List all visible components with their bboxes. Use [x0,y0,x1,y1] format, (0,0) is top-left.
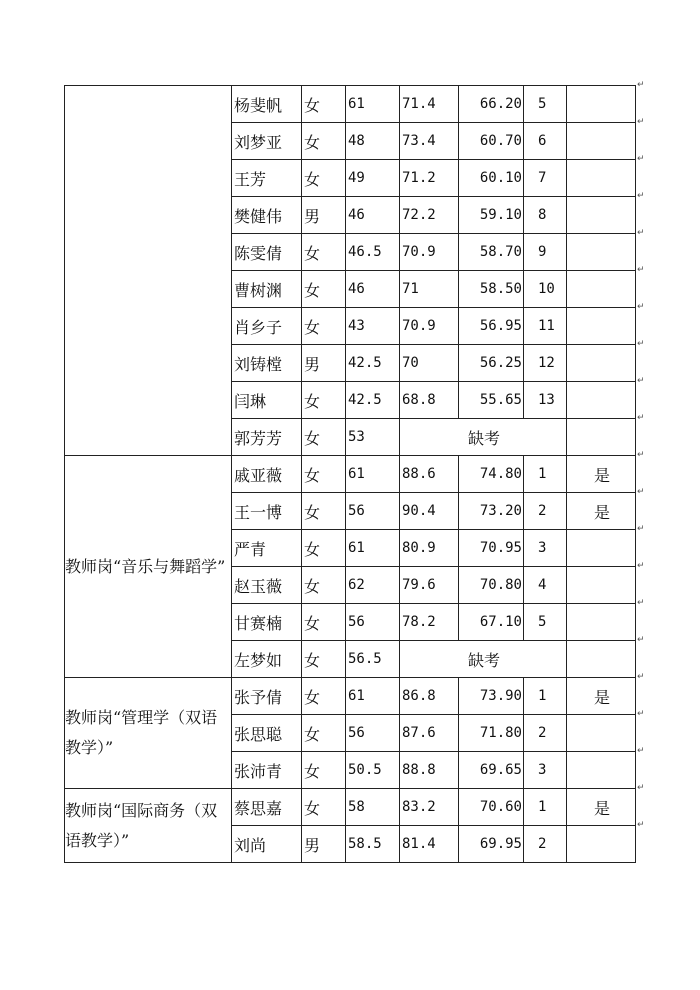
written-score-cell: 58.5 [346,826,400,863]
candidate-name-cell: 张思聪 [232,715,302,752]
interview-score-cell: 70.9 [400,308,459,345]
candidate-name-cell: 樊健伟 [232,197,302,234]
gender-cell: 女 [302,641,346,678]
written-score-cell: 61 [346,530,400,567]
interview-score-cell: 87.6 [400,715,459,752]
candidate-name-cell: 张沛青 [232,752,302,789]
total-score-cell: 66.20 [459,86,524,123]
hired-cell [567,641,636,678]
candidate-name-cell: 王芳 [232,160,302,197]
hired-cell [567,604,636,641]
rank-cell: 12 [524,345,567,382]
total-score-cell: 69.95 [459,826,524,863]
hired-cell: 是 [567,789,636,826]
candidate-name-cell: 闫琳 [232,382,302,419]
hired-cell: 是 [567,678,636,715]
interview-score-cell: 72.2 [400,197,459,234]
return-mark-icon: ↵ [637,264,645,275]
hired-cell [567,160,636,197]
interview-score-cell: 71.4 [400,86,459,123]
return-mark-icon: ↵ [637,338,645,349]
written-score-cell: 42.5 [346,345,400,382]
total-score-cell: 73.90 [459,678,524,715]
written-score-cell: 61 [346,86,400,123]
table-row [65,456,636,493]
hired-cell [567,123,636,160]
candidate-name-cell: 陈雯倩 [232,234,302,271]
interview-score-cell: 88.6 [400,456,459,493]
return-mark-icon: ↵ [637,560,645,571]
rank-cell: 4 [524,567,567,604]
total-score-cell: 58.50 [459,271,524,308]
return-mark-icon: ↵ [637,375,645,386]
return-mark-icon: ↵ [637,153,645,164]
return-mark-icon: ↵ [637,449,645,460]
hired-cell [567,234,636,271]
post-name-cell: 教师岗“管理学（双语教学）” [65,678,232,789]
written-score-cell: 56 [346,604,400,641]
written-score-cell: 43 [346,308,400,345]
rank-cell: 5 [524,86,567,123]
candidate-name-cell: 张予倩 [232,678,302,715]
gender-cell: 女 [302,234,346,271]
hired-cell [567,752,636,789]
gender-cell: 女 [302,789,346,826]
written-score-cell: 50.5 [346,752,400,789]
rank-cell: 1 [524,456,567,493]
rank-cell: 1 [524,678,567,715]
table-row [65,789,636,826]
return-mark-icon: ↵ [637,597,645,608]
return-mark-icon: ↵ [637,190,645,201]
gender-cell: 女 [302,567,346,604]
return-mark-icon: ↵ [637,523,645,534]
written-score-cell: 58 [346,789,400,826]
rank-cell: 6 [524,123,567,160]
post-name-cell: 教师岗“国际商务（双语教学）” [65,789,232,863]
return-mark-icon: ↵ [637,412,645,423]
hired-cell [567,197,636,234]
written-score-cell: 56 [346,493,400,530]
written-score-cell: 61 [346,456,400,493]
gender-cell: 男 [302,826,346,863]
gender-cell: 女 [302,456,346,493]
gender-cell: 女 [302,160,346,197]
candidate-name-cell: 戚亚薇 [232,456,302,493]
candidate-name-cell: 曹树渊 [232,271,302,308]
gender-cell: 女 [302,530,346,567]
written-score-cell: 42.5 [346,382,400,419]
total-score-cell: 59.10 [459,197,524,234]
rank-cell: 7 [524,160,567,197]
return-mark-icon: ↵ [637,227,645,238]
gender-cell: 女 [302,493,346,530]
candidate-name-cell: 刘铸樘 [232,345,302,382]
return-mark-icon: ↵ [637,301,645,312]
total-score-cell: 56.25 [459,345,524,382]
interview-score-cell: 81.4 [400,826,459,863]
gender-cell: 女 [302,604,346,641]
interview-score-cell: 86.8 [400,678,459,715]
total-score-cell: 60.10 [459,160,524,197]
written-score-cell: 61 [346,678,400,715]
written-score-cell: 46 [346,197,400,234]
hired-cell [567,271,636,308]
return-mark-icon: ↵ [637,671,645,682]
candidate-name-cell: 杨斐帆 [232,86,302,123]
interview-score-cell: 88.8 [400,752,459,789]
written-score-cell: 48 [346,123,400,160]
written-score-cell: 62 [346,567,400,604]
hired-cell [567,419,636,456]
gender-cell: 女 [302,308,346,345]
gender-cell: 女 [302,752,346,789]
hired-cell [567,715,636,752]
rank-cell: 11 [524,308,567,345]
hired-cell [567,308,636,345]
rank-cell: 13 [524,382,567,419]
interview-score-cell: 71 [400,271,459,308]
return-mark-icon: ↵ [637,745,645,756]
candidate-name-cell: 左梦如 [232,641,302,678]
post-name-cell [65,86,232,456]
candidate-name-cell: 肖乡子 [232,308,302,345]
interview-score-cell: 68.8 [400,382,459,419]
hired-cell [567,826,636,863]
rank-cell: 2 [524,826,567,863]
gender-cell: 女 [302,419,346,456]
gender-cell: 女 [302,678,346,715]
results-table [64,85,636,863]
gender-cell: 女 [302,382,346,419]
gender-cell: 女 [302,123,346,160]
total-score-cell: 70.80 [459,567,524,604]
hired-cell [567,567,636,604]
candidate-name-cell: 郭芳芳 [232,419,302,456]
rank-cell: 3 [524,530,567,567]
interview-score-cell: 80.9 [400,530,459,567]
total-score-cell: 70.95 [459,530,524,567]
gender-cell: 女 [302,86,346,123]
interview-score-cell: 71.2 [400,160,459,197]
candidate-name-cell: 刘梦亚 [232,123,302,160]
written-score-cell: 56 [346,715,400,752]
written-score-cell: 46 [346,271,400,308]
total-score-cell: 74.80 [459,456,524,493]
total-score-cell: 58.70 [459,234,524,271]
hired-cell [567,345,636,382]
hired-cell [567,530,636,567]
interview-score-cell: 70.9 [400,234,459,271]
post-name-cell: 教师岗“音乐与舞蹈学” [65,456,232,678]
absent-cell: 缺考 [400,641,567,678]
return-mark-icon: ↵ [637,116,645,127]
total-score-cell: 69.65 [459,752,524,789]
hired-cell: 是 [567,456,636,493]
absent-cell: 缺考 [400,419,567,456]
return-mark-icon: ↵ [637,708,645,719]
interview-score-cell: 73.4 [400,123,459,160]
candidate-name-cell: 赵玉薇 [232,567,302,604]
rank-cell: 3 [524,752,567,789]
return-mark-icon: ↵ [637,819,645,830]
written-score-cell: 46.5 [346,234,400,271]
total-score-cell: 70.60 [459,789,524,826]
return-mark-icon: ↵ [637,634,645,645]
total-score-cell: 55.65 [459,382,524,419]
total-score-cell: 60.70 [459,123,524,160]
candidate-name-cell: 甘赛楠 [232,604,302,641]
table-row [65,678,636,715]
interview-score-cell: 90.4 [400,493,459,530]
rank-cell: 8 [524,197,567,234]
interview-score-cell: 83.2 [400,789,459,826]
candidate-name-cell: 王一博 [232,493,302,530]
total-score-cell: 71.80 [459,715,524,752]
return-mark-icon: ↵ [637,782,645,793]
rank-cell: 2 [524,715,567,752]
interview-score-cell: 78.2 [400,604,459,641]
total-score-cell: 56.95 [459,308,524,345]
rank-cell: 1 [524,789,567,826]
written-score-cell: 49 [346,160,400,197]
rank-cell: 10 [524,271,567,308]
gender-cell: 女 [302,271,346,308]
candidate-name-cell: 严青 [232,530,302,567]
candidate-name-cell: 刘尚 [232,826,302,863]
total-score-cell: 67.10 [459,604,524,641]
rank-cell: 5 [524,604,567,641]
hired-cell [567,86,636,123]
interview-score-cell: 70 [400,345,459,382]
written-score-cell: 53 [346,419,400,456]
gender-cell: 男 [302,345,346,382]
hired-cell: 是 [567,493,636,530]
total-score-cell: 73.20 [459,493,524,530]
gender-cell: 女 [302,715,346,752]
candidate-name-cell: 蔡思嘉 [232,789,302,826]
table-row [65,86,636,123]
gender-cell: 男 [302,197,346,234]
hired-cell [567,382,636,419]
interview-score-cell: 79.6 [400,567,459,604]
rank-cell: 9 [524,234,567,271]
return-mark-icon: ↵ [637,486,645,497]
written-score-cell: 56.5 [346,641,400,678]
return-mark-icon: ↵ [637,79,645,90]
rank-cell: 2 [524,493,567,530]
